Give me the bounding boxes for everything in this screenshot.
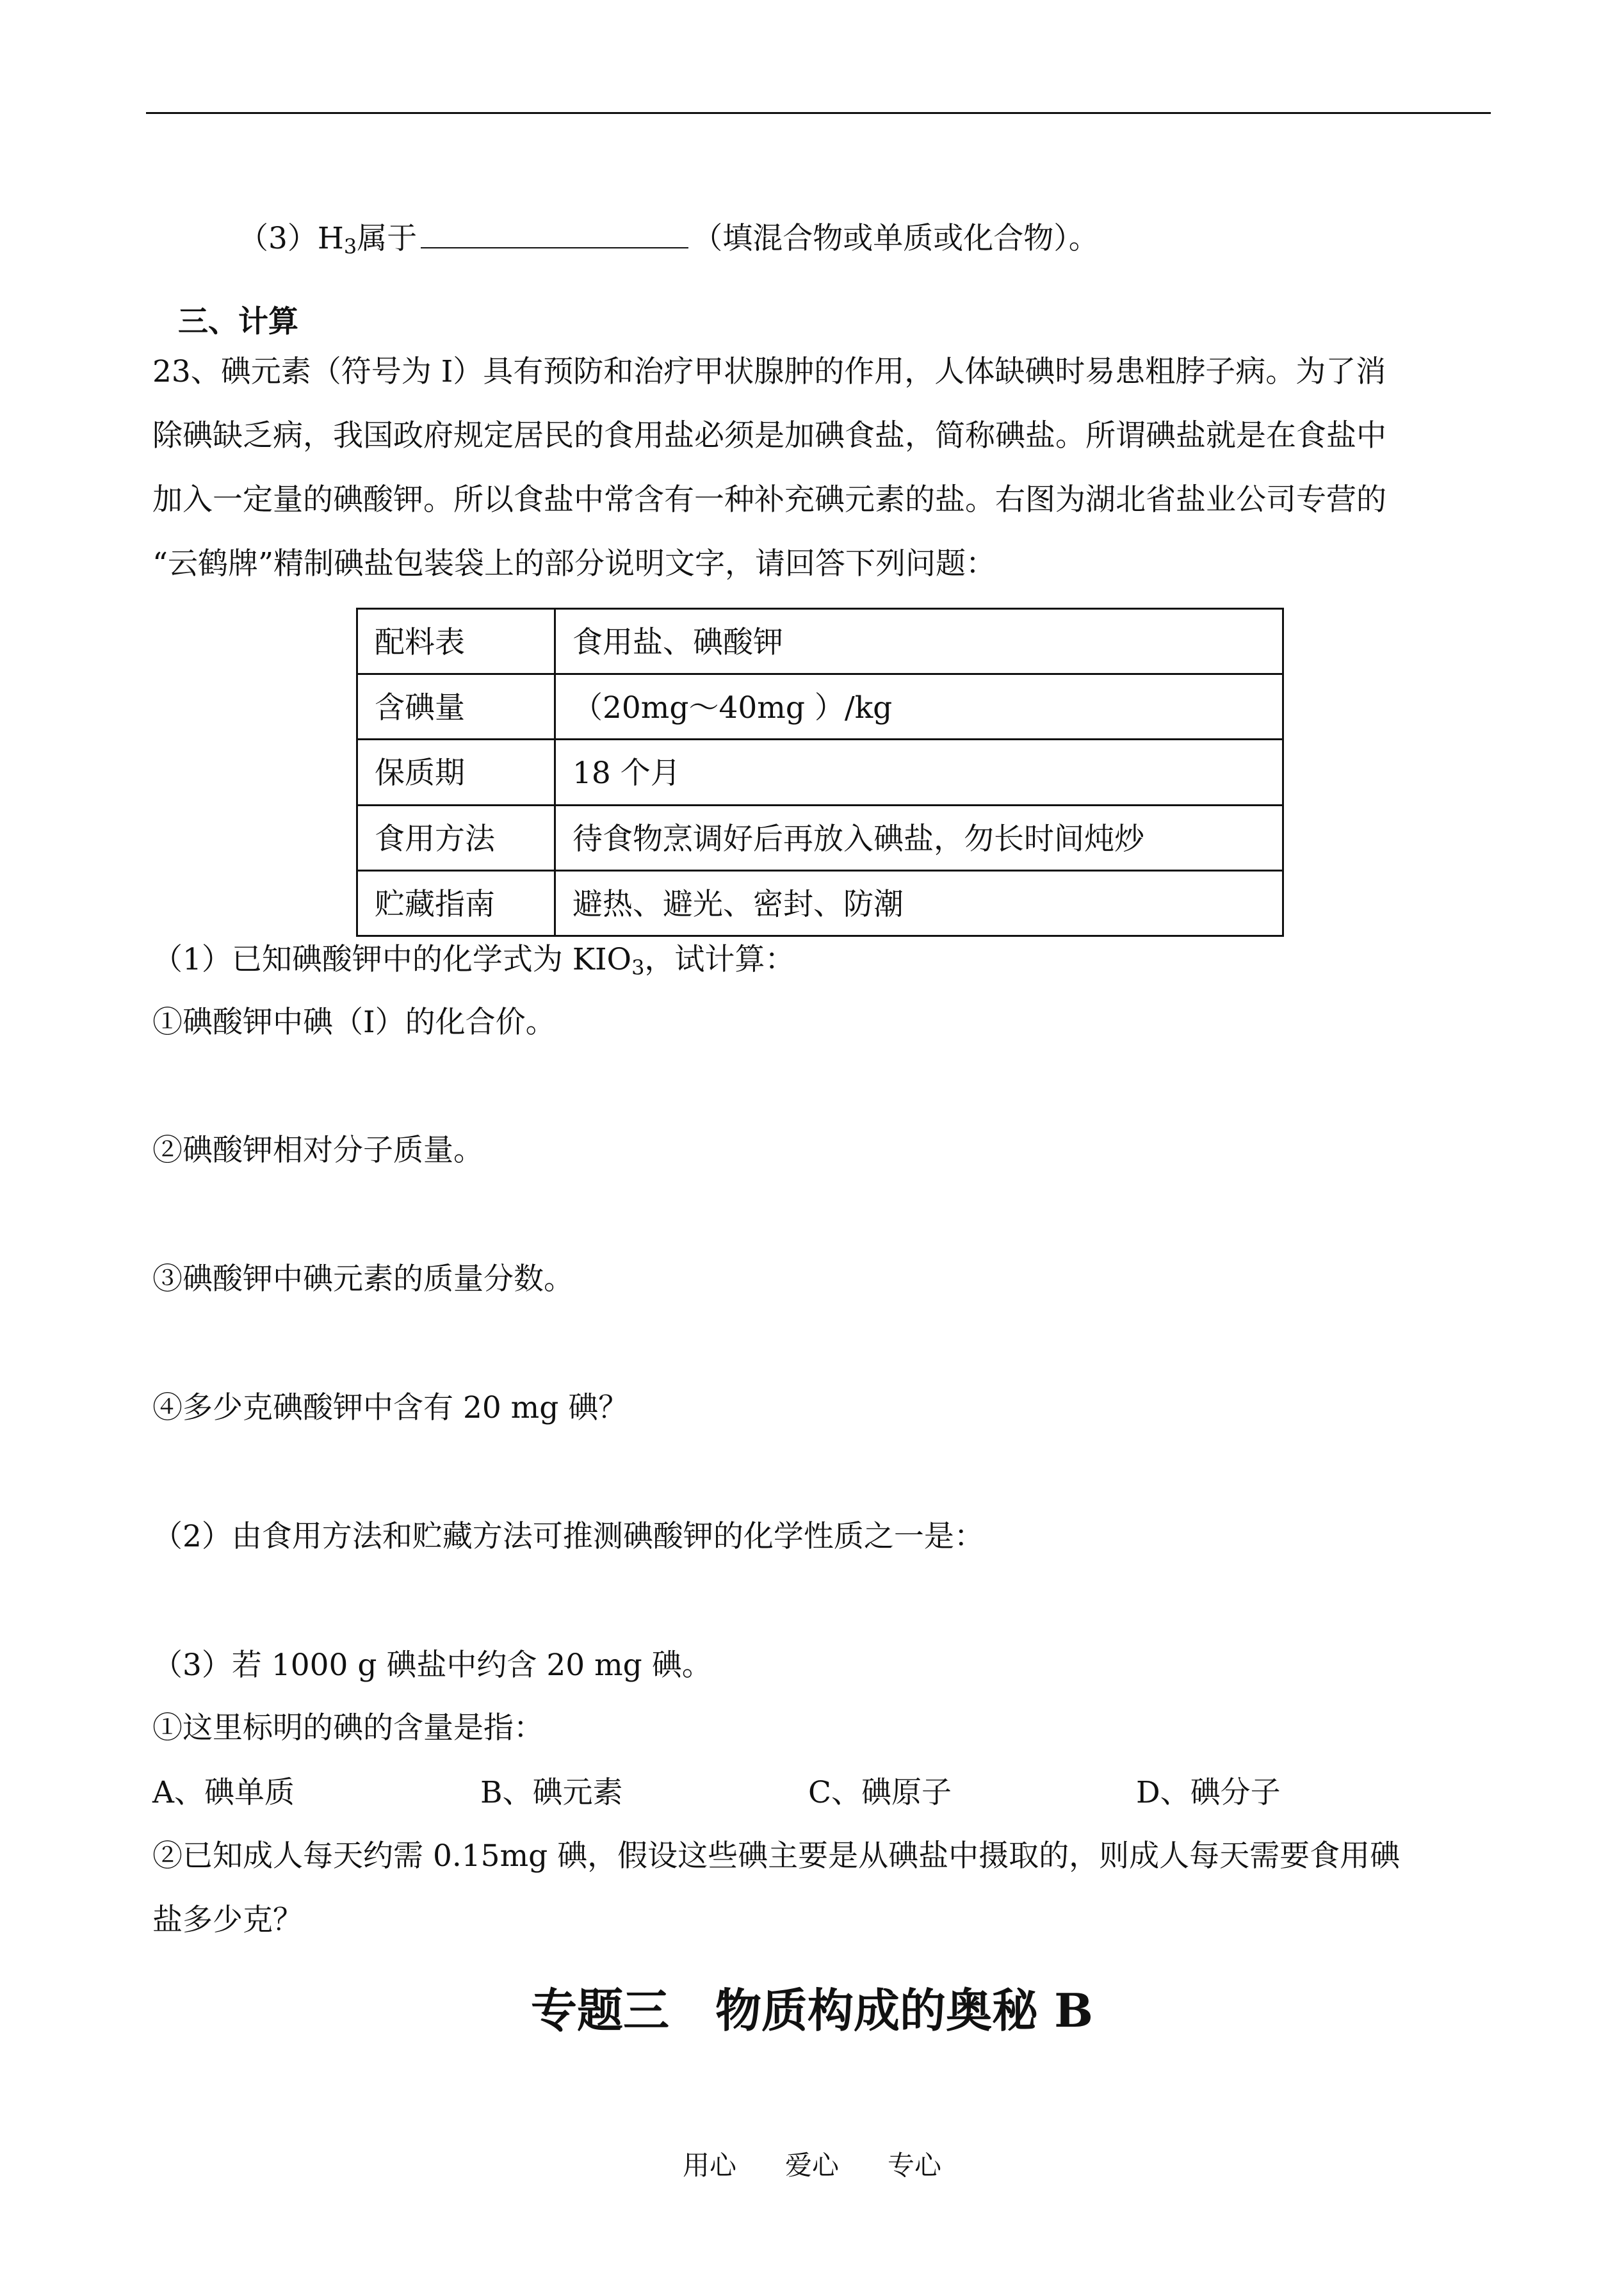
part1-question-1: ①碘酸钾中碘（I）的化合价。	[152, 1005, 556, 1040]
table-key: 贮藏指南	[357, 870, 555, 936]
q22-part3-sub: 3	[343, 234, 357, 259]
q22-part3-mid: 属于	[357, 221, 418, 256]
part1-question-2: ②碘酸钾相对分子质量。	[152, 1133, 483, 1168]
section-heading: 三、计算	[178, 304, 298, 339]
answer-blank[interactable]	[421, 215, 688, 248]
header-rule	[146, 112, 1491, 114]
option-d[interactable]: D、碘分子	[1136, 1775, 1281, 1810]
table-value: （20mg～40mg ）/kg	[555, 674, 1283, 740]
table-value: 避热、避光、密封、防潮	[555, 870, 1283, 936]
part1-intro	[152, 939, 795, 981]
option-c[interactable]: C、碘原子	[808, 1775, 952, 1810]
table-key: 食用方法	[357, 805, 555, 870]
table-key: 保质期	[357, 740, 555, 805]
page-footer	[0, 2146, 1624, 2185]
part1-intro-suffix: ，试计算：	[644, 942, 795, 977]
table-row	[357, 805, 1283, 870]
table-value: 食用盐、碘酸钾	[555, 609, 1283, 674]
part3-question-1: ①这里标明的碘的含量是指：	[152, 1710, 544, 1746]
part3-question-2-line-2: 盐多少克？	[152, 1902, 303, 1938]
part1-intro-prefix: （1）已知碘酸钾中的化学式为 KIO	[152, 942, 632, 977]
table-row	[357, 609, 1283, 674]
part1-question-3: ③碘酸钾中碘元素的质量分数。	[152, 1261, 574, 1297]
table-row	[357, 870, 1283, 936]
part1-question-4: ④多少克碘酸钾中含有 20 mg 碘？	[152, 1390, 629, 1425]
salt-label-table	[356, 608, 1284, 937]
q22-part3-suffix: （填混合物或单质或化合物）。	[692, 221, 1099, 256]
part3-intro: （3）若 1000 g 碘盐中约含 20 mg 碘。	[152, 1648, 712, 1683]
table-key: 配料表	[357, 609, 555, 674]
option-b[interactable]: B、碘元素	[480, 1775, 623, 1810]
table-row	[357, 674, 1283, 740]
q22-part3-prefix: （3）H	[238, 221, 344, 256]
table-value: 待食物烹调好后再放入碘盐，勿长时间炖炒	[555, 805, 1283, 870]
q23-intro-line-2: 除碘缺乏病，我国政府规定居民的食用盐必须是加碘食盐，简称碘盐。所谓碘盐就是在食盐中	[152, 418, 1386, 453]
q23-intro-line-1: 23、碘元素（符号为 I）具有预防和治疗甲状腺肿的作用，人体缺碘时易患粗脖子病。为了消	[152, 354, 1386, 389]
table-row	[357, 740, 1283, 805]
footer-item: 专心	[888, 2150, 942, 2181]
table-key: 含碘量	[357, 674, 555, 740]
part2-question: （2）由食用方法和贮藏方法可推测碘酸钾的化学性质之一是：	[152, 1519, 984, 1554]
q22-part3-line	[238, 215, 1099, 260]
part1-intro-sub: 3	[631, 955, 645, 980]
footer-item: 爱心	[784, 2150, 839, 2181]
q23-intro-line-4: “云鹤牌”精制碘盐包装袋上的部分说明文字，请回答下列问题：	[152, 546, 996, 581]
part3-question-2-line-1: ②已知成人每天约需 0.15mg 碘，假设这些碘主要是从碘盐中摄取的，则成人每天需要食用碘	[152, 1838, 1401, 1874]
next-section-title: 专题三 物质构成的奥秘 B	[531, 1983, 1093, 2038]
footer-item: 用心	[682, 2150, 736, 2181]
table-value: 18 个月	[555, 740, 1283, 805]
option-a[interactable]: A、碘单质	[152, 1775, 295, 1810]
q23-intro-line-3: 加入一定量的碘酸钾。所以食盐中常含有一种补充碘元素的盐。右图为湖北省盐业公司专营的	[152, 482, 1386, 517]
